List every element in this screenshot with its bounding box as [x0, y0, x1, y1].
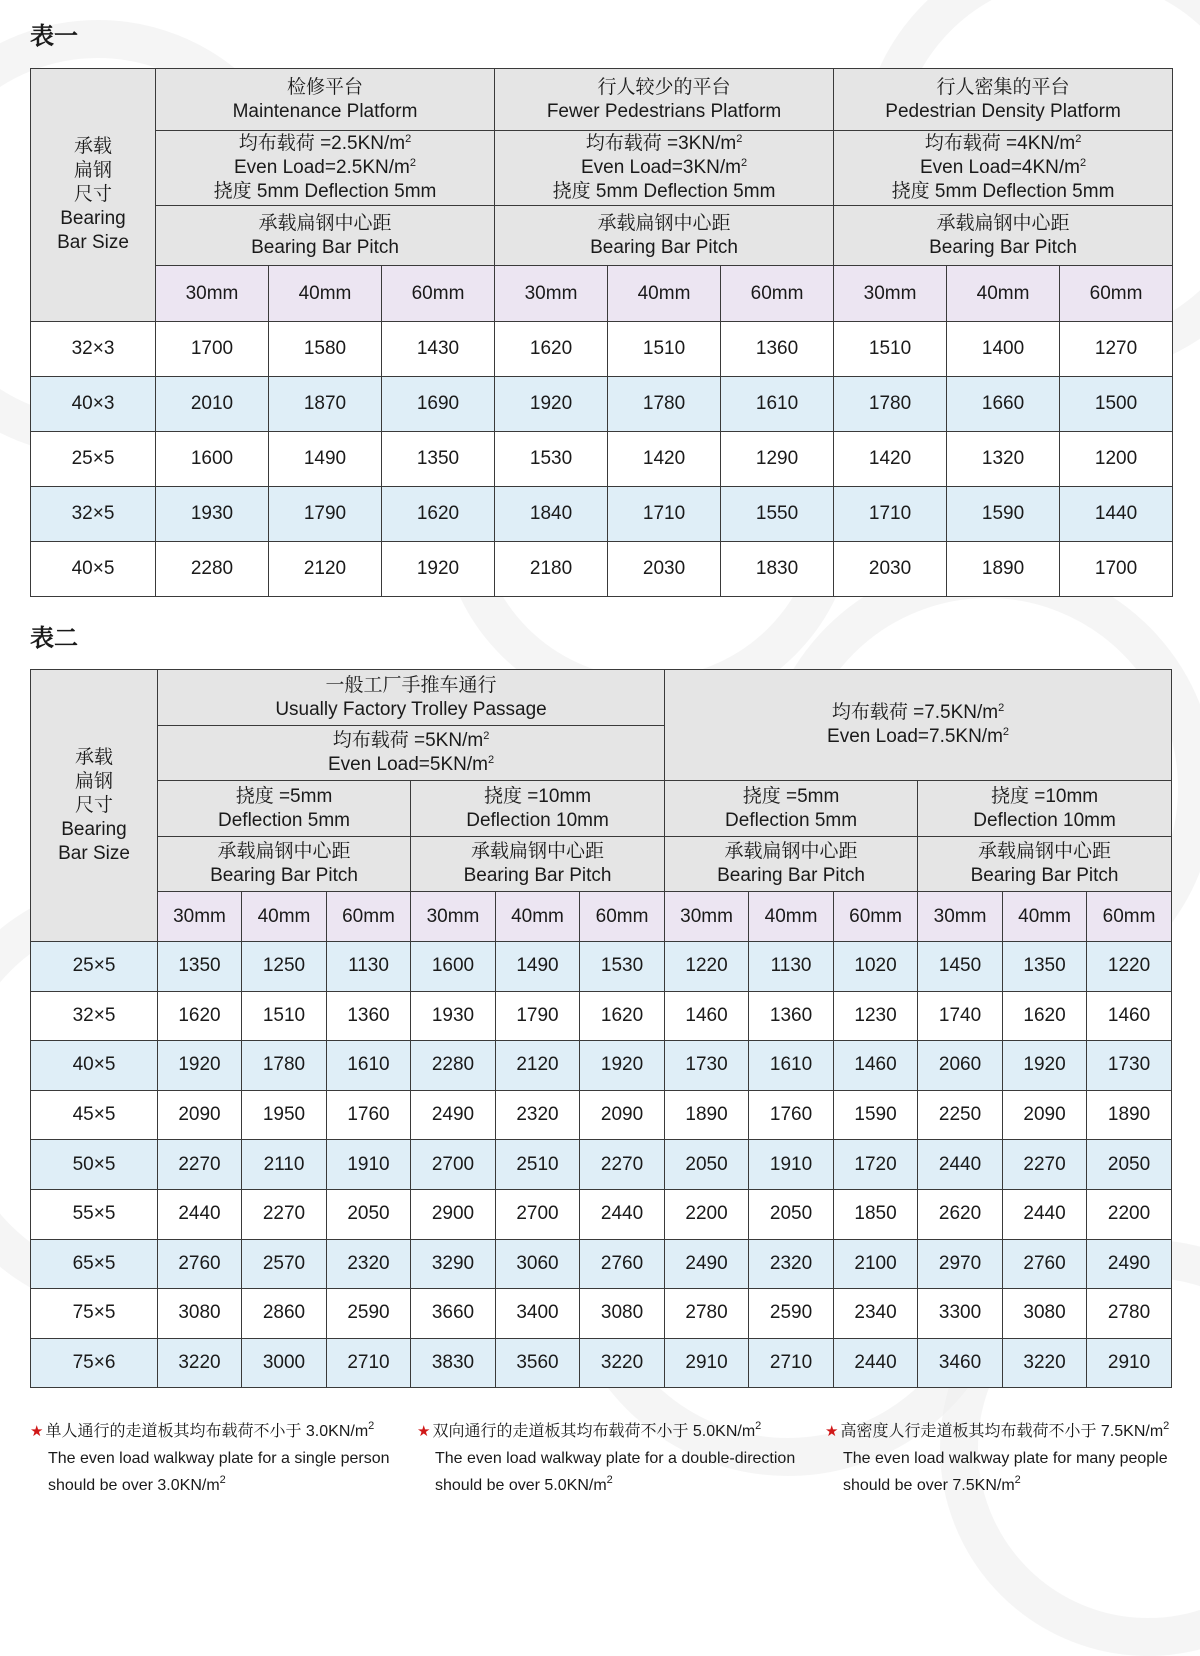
table-row — [31, 1338, 1172, 1388]
table-row — [31, 991, 1172, 1041]
value-cell: 1360 — [721, 322, 834, 377]
value-cell: 2050 — [327, 1189, 411, 1239]
table-row — [31, 942, 1172, 992]
value-cell: 1610 — [327, 1041, 411, 1091]
value-cell: 1700 — [1060, 542, 1173, 597]
value-cell: 3400 — [496, 1289, 580, 1339]
value-cell: 2090 — [158, 1090, 242, 1140]
pitch-header-cell: 60mm — [327, 892, 411, 942]
value-cell: 1580 — [269, 322, 382, 377]
value-cell: 3460 — [918, 1338, 1003, 1388]
table-row — [31, 432, 1173, 487]
value-cell: 2760 — [158, 1239, 242, 1289]
value-cell: 1890 — [1087, 1090, 1172, 1140]
value-cell: 3300 — [918, 1289, 1003, 1339]
group-header-trolley: 一般工厂手推车通行 Usually Factory Trolley Passage — [158, 670, 665, 726]
value-cell: 1550 — [721, 487, 834, 542]
value-cell: 2760 — [580, 1239, 665, 1289]
value-cell: 1350 — [382, 432, 495, 487]
load-cell: 均布载荷 $=2.5KN/m^2$ Even $Load=2.5KN/m^2$ 挠度 5mm Deflection 5mm — [156, 131, 495, 206]
value-cell: 2780 — [1087, 1289, 1172, 1339]
group-header-fewer-pedestrians: 行人较少的平台 Fewer Pedestrians Platform — [495, 69, 834, 131]
value-cell: 1530 — [495, 432, 608, 487]
pitch-header-cell: 40mm — [242, 892, 327, 942]
value-cell: 3660 — [411, 1289, 496, 1339]
value-cell: 2250 — [918, 1090, 1003, 1140]
value-cell: 2440 — [1003, 1189, 1087, 1239]
table-row — [31, 1189, 1172, 1239]
pitch-header-cell: 60mm — [721, 266, 834, 322]
table-row — [31, 1090, 1172, 1140]
value-cell: 1270 — [1060, 322, 1173, 377]
value-cell: 1360 — [749, 991, 834, 1041]
table2 — [30, 669, 1172, 1388]
value-cell: 2590 — [749, 1289, 834, 1339]
value-cell: 1850 — [834, 1189, 918, 1239]
value-cell: 1460 — [834, 1041, 918, 1091]
value-cell: 1920 — [1003, 1041, 1087, 1091]
value-cell: 1620 — [158, 991, 242, 1041]
value-cell: 1400 — [947, 322, 1060, 377]
value-cell: 2710 — [749, 1338, 834, 1388]
value-cell: 1610 — [749, 1041, 834, 1091]
value-cell: 1230 — [834, 991, 918, 1041]
value-cell: 1910 — [749, 1140, 834, 1190]
value-cell: 2440 — [918, 1140, 1003, 1190]
value-cell: 2060 — [918, 1041, 1003, 1091]
value-cell: 1130 — [749, 942, 834, 992]
bar-size-cell: 45×5 — [31, 1090, 158, 1140]
value-cell: 1220 — [665, 942, 749, 992]
value-cell: 2090 — [1003, 1090, 1087, 1140]
table-row — [31, 1289, 1172, 1339]
bar-size-cell: 55×5 — [31, 1189, 158, 1239]
pitch-label-cell: 承载扁钢中心距 Bearing Bar Pitch — [834, 206, 1173, 266]
value-cell: 2490 — [665, 1239, 749, 1289]
value-cell: 1600 — [411, 942, 496, 992]
value-cell: 1620 — [1003, 991, 1087, 1041]
star-icon: ★ — [30, 1423, 44, 1440]
value-cell: 3000 — [242, 1338, 327, 1388]
table-row — [31, 487, 1173, 542]
load-cell-5: 均布载荷 $=5KN/m^2$ Even $Load=5KN/m^2$ — [158, 726, 665, 781]
value-cell: 3560 — [496, 1338, 580, 1388]
value-cell: 1790 — [269, 487, 382, 542]
value-cell: 1290 — [721, 432, 834, 487]
value-cell: 2100 — [834, 1239, 918, 1289]
value-cell: 1910 — [327, 1140, 411, 1190]
pitch-header-cell: 30mm — [665, 892, 749, 942]
value-cell: 1500 — [1060, 377, 1173, 432]
value-cell: 3080 — [1003, 1289, 1087, 1339]
value-cell: 2510 — [496, 1140, 580, 1190]
value-cell: 1890 — [665, 1090, 749, 1140]
group-header-maintenance: 检修平台 Maintenance Platform — [156, 69, 495, 131]
value-cell: 2440 — [158, 1189, 242, 1239]
bar-size-cell: 25×5 — [31, 942, 158, 992]
value-cell: 2900 — [411, 1189, 496, 1239]
bar-size-cell: 75×6 — [31, 1338, 158, 1388]
value-cell: 1460 — [665, 991, 749, 1041]
value-cell: 1710 — [608, 487, 721, 542]
value-cell: 2030 — [834, 542, 947, 597]
value-cell: 2710 — [327, 1338, 411, 1388]
value-cell: 2860 — [242, 1289, 327, 1339]
value-cell: 1620 — [580, 991, 665, 1041]
value-cell: 2320 — [749, 1239, 834, 1289]
value-cell: 1620 — [495, 322, 608, 377]
pitch-header-cell: 30mm — [158, 892, 242, 942]
value-cell: 2700 — [411, 1140, 496, 1190]
value-cell: 1350 — [158, 942, 242, 992]
value-cell: 1780 — [834, 377, 947, 432]
value-cell: 2910 — [1087, 1338, 1172, 1388]
value-cell: 2110 — [242, 1140, 327, 1190]
value-cell: 1250 — [242, 942, 327, 992]
value-cell: 2030 — [608, 542, 721, 597]
value-cell: 1730 — [665, 1041, 749, 1091]
bar-size-cell: 65×5 — [31, 1239, 158, 1289]
value-cell: 2010 — [156, 377, 269, 432]
value-cell: 1430 — [382, 322, 495, 377]
value-cell: 1490 — [269, 432, 382, 487]
value-cell: 2490 — [411, 1090, 496, 1140]
value-cell: 2440 — [580, 1189, 665, 1239]
value-cell: 1920 — [580, 1041, 665, 1091]
pitch-header-cell: 40mm — [608, 266, 721, 322]
value-cell: 2320 — [496, 1090, 580, 1140]
value-cell: 1890 — [947, 542, 1060, 597]
value-cell: 2440 — [834, 1338, 918, 1388]
pitch-label-cell: 承载扁钢中心距 Bearing Bar Pitch — [156, 206, 495, 266]
table-row — [31, 377, 1173, 432]
table-row — [31, 322, 1173, 377]
value-cell: 1590 — [947, 487, 1060, 542]
value-cell: 3080 — [158, 1289, 242, 1339]
value-cell: 2620 — [918, 1189, 1003, 1239]
pitch-header-cell: 40mm — [1003, 892, 1087, 942]
value-cell: 1620 — [382, 487, 495, 542]
load-cell-7-5: 均布载荷 $=7.5KN/m^2$ Even $Load=7.5KN/m^2$ — [665, 670, 1172, 781]
pitch-label-cell: 承载扁钢中心距 Bearing Bar Pitch — [918, 837, 1172, 892]
deflection-cell: 挠度 =10mm Deflection 10mm — [918, 781, 1172, 837]
pitch-header-cell: 40mm — [947, 266, 1060, 322]
bar-size-cell: 32×3 — [31, 322, 156, 377]
pitch-header-cell: 40mm — [269, 266, 382, 322]
value-cell: 1760 — [327, 1090, 411, 1140]
value-cell: 2050 — [749, 1189, 834, 1239]
value-cell: 2490 — [1087, 1239, 1172, 1289]
value-cell: 1020 — [834, 942, 918, 992]
row-header-cell: 承载 扁钢 尺寸 Bearing Bar Size — [31, 670, 158, 942]
pitch-header-cell: 30mm — [918, 892, 1003, 942]
value-cell: 2270 — [158, 1140, 242, 1190]
value-cell: 2050 — [1087, 1140, 1172, 1190]
value-cell: 1780 — [608, 377, 721, 432]
value-cell: 1660 — [947, 377, 1060, 432]
value-cell: 2280 — [156, 542, 269, 597]
value-cell: 3220 — [158, 1338, 242, 1388]
value-cell: 1840 — [495, 487, 608, 542]
value-cell: 1710 — [834, 487, 947, 542]
value-cell: 1490 — [496, 942, 580, 992]
value-cell: 1870 — [269, 377, 382, 432]
value-cell: 2590 — [327, 1289, 411, 1339]
pitch-header-cell: 30mm — [156, 266, 269, 322]
value-cell: 2910 — [665, 1338, 749, 1388]
row-header-cell: 承载 扁钢 尺寸 Bearing Bar Size — [31, 69, 156, 322]
value-cell: 2120 — [269, 542, 382, 597]
value-cell: 3080 — [580, 1289, 665, 1339]
bar-size-cell: 75×5 — [31, 1289, 158, 1339]
value-cell: 2320 — [327, 1239, 411, 1289]
pitch-label-cell: 承载扁钢中心距 Bearing Bar Pitch — [158, 837, 411, 892]
value-cell: 2970 — [918, 1239, 1003, 1289]
value-cell: 1930 — [156, 487, 269, 542]
pitch-label-cell: 承载扁钢中心距 Bearing Bar Pitch — [411, 837, 665, 892]
value-cell: 2200 — [665, 1189, 749, 1239]
value-cell: 1730 — [1087, 1041, 1172, 1091]
value-cell: 2780 — [665, 1289, 749, 1339]
bar-size-cell: 25×5 — [31, 432, 156, 487]
deflection-cell: 挠度 =10mm Deflection 10mm — [411, 781, 665, 837]
value-cell: 2340 — [834, 1289, 918, 1339]
value-cell: 1590 — [834, 1090, 918, 1140]
value-cell: 1610 — [721, 377, 834, 432]
value-cell: 2760 — [1003, 1239, 1087, 1289]
pitch-header-cell: 60mm — [1087, 892, 1172, 942]
value-cell: 2700 — [496, 1189, 580, 1239]
value-cell: 1950 — [242, 1090, 327, 1140]
deflection-cell: 挠度 =5mm Deflection 5mm — [158, 781, 411, 837]
value-cell: 1130 — [327, 942, 411, 992]
footnote: ★ 双向通行的走道板其均布载荷不小于 $5.0KN/m^2$ The even load walkway plate for a double-direction should be over $5.0KN/m^2$ — [417, 1420, 796, 1494]
value-cell: 1780 — [242, 1041, 327, 1091]
value-cell: 1920 — [158, 1041, 242, 1091]
bar-size-cell: 32×5 — [31, 487, 156, 542]
footnote: ★ 高密度人行走道板其均布载荷不小于 $7.5KN/m^2$ The even load walkway plate for many people should be over $7.5KN/m^2$ — [825, 1420, 1170, 1494]
value-cell: 2120 — [496, 1041, 580, 1091]
value-cell: 1920 — [495, 377, 608, 432]
value-cell: 1440 — [1060, 487, 1173, 542]
value-cell: 1510 — [834, 322, 947, 377]
table-row — [31, 1041, 1172, 1091]
bar-size-cell: 50×5 — [31, 1140, 158, 1190]
pitch-header-cell: 30mm — [495, 266, 608, 322]
table-row — [31, 1239, 1172, 1289]
value-cell: 1420 — [834, 432, 947, 487]
bar-size-cell: 40×5 — [31, 1041, 158, 1091]
group-header-pedestrian-density: 行人密集的平台 Pedestrian Density Platform — [834, 69, 1173, 131]
value-cell: 1320 — [947, 432, 1060, 487]
value-cell: 2270 — [580, 1140, 665, 1190]
value-cell: 3830 — [411, 1338, 496, 1388]
value-cell: 3060 — [496, 1239, 580, 1289]
pitch-header-cell: 60mm — [1060, 266, 1173, 322]
value-cell: 1510 — [242, 991, 327, 1041]
pitch-header-cell: 60mm — [834, 892, 918, 942]
pitch-header-cell: 60mm — [580, 892, 665, 942]
value-cell: 1220 — [1087, 942, 1172, 992]
footnote: ★ 单人通行的走道板其均布载荷不小于 $3.0KN/m^2$ The even load walkway plate for a single person should be over $3.0KN/m^2$ — [30, 1420, 390, 1494]
pitch-header-cell: 40mm — [749, 892, 834, 942]
value-cell: 1790 — [496, 991, 580, 1041]
pitch-header-cell: 40mm — [496, 892, 580, 942]
value-cell: 1530 — [580, 942, 665, 992]
bar-size-cell: 32×5 — [31, 991, 158, 1041]
value-cell: 1600 — [156, 432, 269, 487]
table1 — [30, 68, 1173, 597]
star-icon: ★ — [417, 1423, 431, 1440]
value-cell: 1830 — [721, 542, 834, 597]
value-cell: 1420 — [608, 432, 721, 487]
pitch-header-cell: 60mm — [382, 266, 495, 322]
value-cell: 1740 — [918, 991, 1003, 1041]
value-cell: 2090 — [580, 1090, 665, 1140]
pitch-label-cell: 承载扁钢中心距 Bearing Bar Pitch — [495, 206, 834, 266]
value-cell: 1760 — [749, 1090, 834, 1140]
deflection-cell: 挠度 =5mm Deflection 5mm — [665, 781, 918, 837]
table2-title: 表二 — [30, 624, 78, 652]
pitch-label-cell: 承载扁钢中心距 Bearing Bar Pitch — [665, 837, 918, 892]
value-cell: 2050 — [665, 1140, 749, 1190]
pitch-header-cell: 30mm — [411, 892, 496, 942]
value-cell: 1510 — [608, 322, 721, 377]
value-cell: 2180 — [495, 542, 608, 597]
value-cell: 2200 — [1087, 1189, 1172, 1239]
value-cell: 1460 — [1087, 991, 1172, 1041]
value-cell: 2270 — [1003, 1140, 1087, 1190]
value-cell: 3220 — [580, 1338, 665, 1388]
star-icon: ★ — [825, 1423, 839, 1440]
load-cell: 均布载荷 $=4KN/m^2$ Even $Load=4KN/m^2$ 挠度 5mm Deflection 5mm — [834, 131, 1173, 206]
pitch-header-cell: 30mm — [834, 266, 947, 322]
table1-title: 表一 — [30, 22, 78, 50]
bar-size-cell: 40×5 — [31, 542, 156, 597]
table-row — [31, 1140, 1172, 1190]
value-cell: 3290 — [411, 1239, 496, 1289]
value-cell: 2270 — [242, 1189, 327, 1239]
load-cell: 均布载荷 $=3KN/m^2$ Even $Load=3KN/m^2$ 挠度 5mm Deflection 5mm — [495, 131, 834, 206]
value-cell: 1720 — [834, 1140, 918, 1190]
value-cell: 1360 — [327, 991, 411, 1041]
value-cell: 1690 — [382, 377, 495, 432]
value-cell: 1920 — [382, 542, 495, 597]
table-row — [31, 542, 1173, 597]
bar-size-cell: 40×3 — [31, 377, 156, 432]
value-cell: 1450 — [918, 942, 1003, 992]
value-cell: 2280 — [411, 1041, 496, 1091]
value-cell: 1350 — [1003, 942, 1087, 992]
value-cell: 1700 — [156, 322, 269, 377]
value-cell: 1930 — [411, 991, 496, 1041]
value-cell: 1200 — [1060, 432, 1173, 487]
value-cell: 3220 — [1003, 1338, 1087, 1388]
value-cell: 2570 — [242, 1239, 327, 1289]
